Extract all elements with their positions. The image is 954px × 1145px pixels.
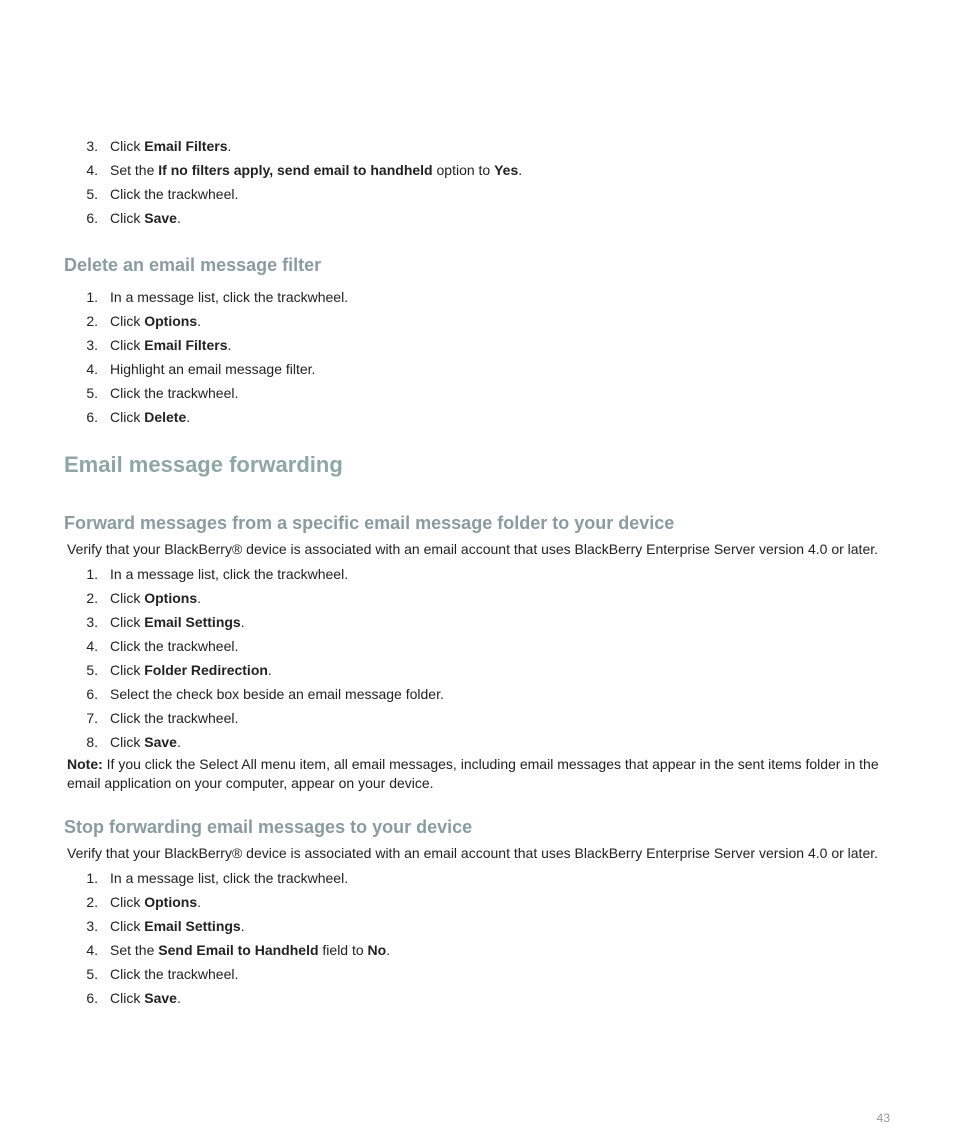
step-item <box>64 333 894 357</box>
step-text: Click <box>110 734 145 750</box>
step-item <box>64 405 894 429</box>
step-item <box>64 182 894 206</box>
step-text: . <box>197 590 202 606</box>
step-number: 6. <box>86 409 98 425</box>
step-text: Click <box>110 662 145 678</box>
step-emphasis: Folder Redirection <box>144 662 268 678</box>
step-number: 8. <box>86 734 98 750</box>
note <box>67 755 897 793</box>
step-text: . <box>186 409 191 425</box>
section-heading-stop-forwarding: Stop forwarding email messages to your device <box>64 817 473 837</box>
step-number: 5. <box>86 662 98 678</box>
step-text: . <box>267 662 272 678</box>
step-text: . <box>176 990 181 1006</box>
step-text: . <box>518 162 523 178</box>
step-number: 3. <box>86 138 98 154</box>
step-item <box>64 562 894 586</box>
step-number: 4. <box>86 942 98 958</box>
step-number: 5. <box>86 385 98 401</box>
step-text: Set the <box>110 942 159 958</box>
step-number: 5. <box>86 966 98 982</box>
chapter-title: Email message forwarding <box>64 452 343 477</box>
steps-list <box>64 134 894 230</box>
section-heading-forward-messages: Forward messages from a specific email message folder to your device <box>64 513 675 533</box>
step-item <box>64 381 894 405</box>
step-item <box>64 285 894 309</box>
step-item <box>64 206 894 230</box>
step-text: . <box>176 734 181 750</box>
step-text: Click <box>110 894 145 910</box>
step-item <box>64 309 894 333</box>
step-emphasis: Yes <box>494 162 519 178</box>
step-text: . <box>227 138 232 154</box>
step-text: Click <box>110 614 145 630</box>
step-text: . <box>240 614 245 630</box>
step-text: Click the trackwheel. <box>110 638 239 654</box>
step-number: 2. <box>86 894 98 910</box>
step-text: . <box>227 337 232 353</box>
step-number: 1. <box>86 566 98 582</box>
page-number: 43 <box>876 1111 890 1125</box>
steps-list <box>64 285 894 429</box>
step-item <box>64 658 894 682</box>
step-text: In a message list, click the trackwheel. <box>110 566 349 582</box>
step-item <box>64 866 894 890</box>
step-text: . <box>176 210 181 226</box>
step-number: 2. <box>86 313 98 329</box>
step-item <box>64 986 894 1010</box>
step-emphasis: No <box>367 942 387 958</box>
section-stop-steps <box>64 866 894 1010</box>
step-text: . <box>386 942 391 958</box>
step-number: 4. <box>86 638 98 654</box>
steps-list <box>64 866 894 1010</box>
step-item <box>64 682 894 706</box>
step-item <box>64 706 894 730</box>
step-number: 3. <box>86 918 98 934</box>
note-label: Note: <box>67 756 103 772</box>
step-number: 6. <box>86 686 98 702</box>
step-number: 1. <box>86 289 98 305</box>
step-item <box>64 938 894 962</box>
step-text: Click <box>110 409 145 425</box>
step-number: 4. <box>86 162 98 178</box>
step-number: 2. <box>86 590 98 606</box>
step-number: 7. <box>86 710 98 726</box>
step-item <box>64 610 894 634</box>
step-emphasis: Email Filters <box>144 337 228 353</box>
step-item <box>64 586 894 610</box>
section-heading-delete-filter: Delete an email message filter <box>64 255 322 275</box>
note-text: If you click the Select All menu item, all email messages, including email messages that appear in the sent items folder in the email application on your computer, appear on your device. <box>67 756 879 791</box>
step-text: Select the check box beside an email message folder. <box>110 686 444 702</box>
step-text: Set the <box>110 162 159 178</box>
step-text: Click the trackwheel. <box>110 186 239 202</box>
step-text: In a message list, click the trackwheel. <box>110 870 349 886</box>
step-item <box>64 158 894 182</box>
step-number: 1. <box>86 870 98 886</box>
section-delete-filter-steps <box>64 285 894 429</box>
step-text: option to <box>432 162 495 178</box>
step-number: 4. <box>86 361 98 377</box>
step-item <box>64 890 894 914</box>
step-item <box>64 914 894 938</box>
step-item <box>64 357 894 381</box>
step-item <box>64 634 894 658</box>
step-emphasis: If no filters apply, send email to handheld <box>158 162 433 178</box>
step-number: 6. <box>86 210 98 226</box>
section-intro: Verify that your BlackBerry® device is associated with an email account that uses BlackBerry Enterprise Server version 4.0 or later. <box>67 845 879 861</box>
step-emphasis: Options <box>144 313 198 329</box>
section-intro: Verify that your BlackBerry® device is associated with an email account that uses BlackBerry Enterprise Server version 4.0 or later. <box>67 541 879 557</box>
step-text: . <box>240 918 245 934</box>
step-text: Click <box>110 138 145 154</box>
step-text: Click <box>110 918 145 934</box>
step-text: Click the trackwheel. <box>110 966 239 982</box>
step-text: Click the trackwheel. <box>110 385 239 401</box>
step-text: In a message list, click the trackwheel. <box>110 289 349 305</box>
step-item <box>64 134 894 158</box>
step-emphasis: Save <box>144 734 177 750</box>
step-number: 6. <box>86 990 98 1006</box>
step-text: . <box>197 313 202 329</box>
step-emphasis: Email Settings <box>144 918 241 934</box>
section-continued-steps <box>64 134 894 230</box>
section-forward-steps <box>64 562 894 754</box>
step-text: . <box>197 894 202 910</box>
step-number: 3. <box>86 337 98 353</box>
step-text: Click <box>110 337 145 353</box>
step-item <box>64 962 894 986</box>
steps-list <box>64 562 894 754</box>
step-text: field to <box>318 942 368 958</box>
step-text: Click <box>110 590 145 606</box>
step-number: 5. <box>86 186 98 202</box>
step-text: Click <box>110 313 145 329</box>
step-number: 3. <box>86 614 98 630</box>
step-emphasis: Email Settings <box>144 614 241 630</box>
step-emphasis: Email Filters <box>144 138 228 154</box>
step-text: Click the trackwheel. <box>110 710 239 726</box>
step-item <box>64 730 894 754</box>
step-emphasis: Options <box>144 894 198 910</box>
step-emphasis: Options <box>144 590 198 606</box>
step-emphasis: Save <box>144 990 177 1006</box>
step-emphasis: Send Email to Handheld <box>158 942 319 958</box>
step-text: Click <box>110 210 145 226</box>
step-text: Click <box>110 990 145 1006</box>
step-emphasis: Save <box>144 210 177 226</box>
step-text: Highlight an email message filter. <box>110 361 316 377</box>
step-emphasis: Delete <box>144 409 187 425</box>
